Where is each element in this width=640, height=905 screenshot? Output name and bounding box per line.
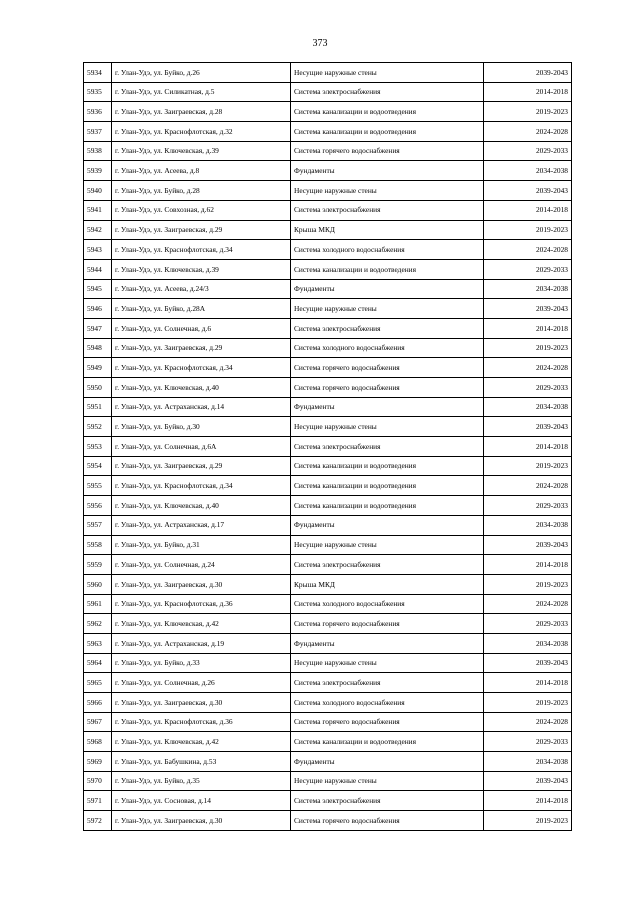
system-cell: Система электроснабжения: [291, 200, 484, 220]
address-cell: г. Улан-Удэ, ул. Краснофлотская, д.36: [112, 712, 291, 732]
system-cell: Система холодного водоснабжения: [291, 338, 484, 358]
row-number-cell: 5961: [84, 594, 112, 614]
period-cell: 2019-2023: [484, 220, 572, 240]
row-number-cell: 5949: [84, 358, 112, 378]
period-cell: 2034-2038: [484, 515, 572, 535]
period-cell: 2019-2023: [484, 338, 572, 358]
period-cell: 2014-2018: [484, 200, 572, 220]
table-row: [84, 614, 572, 634]
address-cell: г. Улан-Удэ, ул. Заиграевская, д.30: [112, 693, 291, 713]
period-cell: 2039-2043: [484, 299, 572, 319]
address-cell: г. Улан-Удэ, ул. Буйко, д.33: [112, 653, 291, 673]
system-cell: Несущие наружные стены: [291, 535, 484, 555]
row-number-cell: 5934: [84, 63, 112, 83]
table-row: [84, 693, 572, 713]
system-cell: Система электроснабжения: [291, 791, 484, 811]
system-cell: Фундаменты: [291, 752, 484, 772]
table-row: [84, 181, 572, 201]
row-number-cell: 5962: [84, 614, 112, 634]
address-cell: г. Улан-Удэ, ул. Буйко, д.35: [112, 771, 291, 791]
system-cell: Система горячего водоснабжения: [291, 614, 484, 634]
row-number-cell: 5967: [84, 712, 112, 732]
system-cell: Система холодного водоснабжения: [291, 594, 484, 614]
address-cell: г. Улан-Удэ, ул. Совхозная, д.62: [112, 200, 291, 220]
period-cell: 2039-2043: [484, 181, 572, 201]
system-cell: Система холодного водоснабжения: [291, 693, 484, 713]
period-cell: 2034-2038: [484, 161, 572, 181]
row-number-cell: 5953: [84, 437, 112, 457]
system-cell: Система канализации и водоотведения: [291, 732, 484, 752]
table-row: [84, 82, 572, 102]
period-cell: 2019-2023: [484, 693, 572, 713]
period-cell: 2029-2033: [484, 732, 572, 752]
system-cell: Система электроснабжения: [291, 555, 484, 575]
row-number-cell: 5957: [84, 515, 112, 535]
address-cell: г. Улан-Удэ, ул. Заиграевская, д.29: [112, 338, 291, 358]
address-cell: г. Улан-Удэ, ул. Ключевская, д.40: [112, 378, 291, 398]
address-cell: г. Улан-Удэ, ул. Заиграевская, д.30: [112, 574, 291, 594]
table-row: [84, 555, 572, 575]
system-cell: Система электроснабжения: [291, 318, 484, 338]
system-cell: Несущие наружные стены: [291, 653, 484, 673]
period-cell: 2024-2028: [484, 122, 572, 142]
row-number-cell: 5942: [84, 220, 112, 240]
address-cell: г. Улан-Удэ, ул. Солнечная, д.24: [112, 555, 291, 575]
row-number-cell: 5944: [84, 259, 112, 279]
table-row: [84, 358, 572, 378]
row-number-cell: 5938: [84, 141, 112, 161]
table-row: [84, 811, 572, 831]
table-row: [84, 161, 572, 181]
table-row: [84, 535, 572, 555]
table-row: [84, 141, 572, 161]
system-cell: Фундаменты: [291, 161, 484, 181]
table-row: [84, 279, 572, 299]
system-cell: Система электроснабжения: [291, 437, 484, 457]
row-number-cell: 5972: [84, 811, 112, 831]
address-cell: г. Улан-Удэ, ул. Асеева, д.8: [112, 161, 291, 181]
row-number-cell: 5950: [84, 378, 112, 398]
period-cell: 2024-2028: [484, 712, 572, 732]
table-row: [84, 476, 572, 496]
system-cell: Несущие наружные стены: [291, 181, 484, 201]
address-cell: г. Улан-Удэ, ул. Заиграевская, д.29: [112, 456, 291, 476]
period-cell: 2034-2038: [484, 397, 572, 417]
address-cell: г. Улан-Удэ, ул. Солнечная, д.6: [112, 318, 291, 338]
address-cell: г. Улан-Удэ, ул. Силикатная, д.5: [112, 82, 291, 102]
row-number-cell: 5970: [84, 771, 112, 791]
address-cell: г. Улан-Удэ, ул. Краснофлотская, д.34: [112, 358, 291, 378]
row-number-cell: 5948: [84, 338, 112, 358]
system-cell: Фундаменты: [291, 397, 484, 417]
system-cell: Система канализации и водоотведения: [291, 496, 484, 516]
period-cell: 2024-2028: [484, 594, 572, 614]
table-row: [84, 220, 572, 240]
address-cell: г. Улан-Удэ, ул. Ключевская, д.42: [112, 732, 291, 752]
system-cell: Система горячего водоснабжения: [291, 141, 484, 161]
system-cell: Система канализации и водоотведения: [291, 476, 484, 496]
address-cell: г. Улан-Удэ, ул. Краснофлотская, д.34: [112, 240, 291, 260]
table-row: [84, 653, 572, 673]
row-number-cell: 5936: [84, 102, 112, 122]
row-number-cell: 5945: [84, 279, 112, 299]
row-number-cell: 5963: [84, 633, 112, 653]
row-number-cell: 5935: [84, 82, 112, 102]
table-row: [84, 594, 572, 614]
period-cell: 2024-2028: [484, 240, 572, 260]
system-cell: Система горячего водоснабжения: [291, 378, 484, 398]
period-cell: 2014-2018: [484, 437, 572, 457]
address-cell: г. Улан-Удэ, ул. Бабушкина, д.53: [112, 752, 291, 772]
period-cell: 2014-2018: [484, 673, 572, 693]
system-cell: Система горячего водоснабжения: [291, 712, 484, 732]
table-row: [84, 318, 572, 338]
table-row: [84, 299, 572, 319]
table-row: [84, 791, 572, 811]
period-cell: 2029-2033: [484, 378, 572, 398]
row-number-cell: 5956: [84, 496, 112, 516]
table-row: [84, 122, 572, 142]
address-cell: г. Улан-Удэ, ул. Заиграевская, д.30: [112, 811, 291, 831]
period-cell: 2019-2023: [484, 456, 572, 476]
address-cell: г. Улан-Удэ, ул. Буйко, д.31: [112, 535, 291, 555]
address-cell: г. Улан-Удэ, ул. Заиграевская, д.28: [112, 102, 291, 122]
table-row: [84, 732, 572, 752]
address-cell: г. Улан-Удэ, ул. Солнечная, д.6А: [112, 437, 291, 457]
address-cell: г. Улан-Удэ, ул. Краснофлотская, д.36: [112, 594, 291, 614]
table-row: [84, 200, 572, 220]
table-row: [84, 752, 572, 772]
row-number-cell: 5955: [84, 476, 112, 496]
address-cell: г. Улан-Удэ, ул. Солнечная, д.26: [112, 673, 291, 693]
period-cell: 2014-2018: [484, 82, 572, 102]
row-number-cell: 5966: [84, 693, 112, 713]
system-cell: Несущие наружные стены: [291, 299, 484, 319]
period-cell: 2039-2043: [484, 535, 572, 555]
page-number: 373: [312, 38, 328, 49]
row-number-cell: 5968: [84, 732, 112, 752]
address-cell: г. Улан-Удэ, ул. Асеева, д.24/3: [112, 279, 291, 299]
period-cell: 2024-2028: [484, 358, 572, 378]
registry-table: [83, 62, 572, 831]
row-number-cell: 5941: [84, 200, 112, 220]
address-cell: г. Улан-Удэ, ул. Астраханская, д.17: [112, 515, 291, 535]
table-row: [84, 456, 572, 476]
table-row: [84, 417, 572, 437]
period-cell: 2029-2033: [484, 141, 572, 161]
period-cell: 2039-2043: [484, 653, 572, 673]
period-cell: 2034-2038: [484, 279, 572, 299]
address-cell: г. Улан-Удэ, ул. Буйко, д.28: [112, 181, 291, 201]
table-body: [84, 63, 572, 831]
table-row: [84, 771, 572, 791]
row-number-cell: 5946: [84, 299, 112, 319]
table-row: [84, 378, 572, 398]
row-number-cell: 5969: [84, 752, 112, 772]
address-cell: г. Улан-Удэ, ул. Краснофлотская, д.34: [112, 476, 291, 496]
address-cell: г. Улан-Удэ, ул. Буйко, д.26: [112, 63, 291, 83]
row-number-cell: 5939: [84, 161, 112, 181]
system-cell: Система канализации и водоотведения: [291, 259, 484, 279]
row-number-cell: 5965: [84, 673, 112, 693]
system-cell: Крыша МКД: [291, 574, 484, 594]
period-cell: 2029-2033: [484, 496, 572, 516]
row-number-cell: 5960: [84, 574, 112, 594]
system-cell: Несущие наружные стены: [291, 63, 484, 83]
table-row: [84, 102, 572, 122]
table-row: [84, 712, 572, 732]
row-number-cell: 5959: [84, 555, 112, 575]
system-cell: Система холодного водоснабжения: [291, 240, 484, 260]
period-cell: 2019-2023: [484, 102, 572, 122]
table-row: [84, 397, 572, 417]
system-cell: Фундаменты: [291, 633, 484, 653]
period-cell: 2014-2018: [484, 555, 572, 575]
system-cell: Несущие наружные стены: [291, 417, 484, 437]
system-cell: Система канализации и водоотведения: [291, 456, 484, 476]
table-row: [84, 496, 572, 516]
period-cell: 2034-2038: [484, 633, 572, 653]
row-number-cell: 5964: [84, 653, 112, 673]
row-number-cell: 5943: [84, 240, 112, 260]
row-number-cell: 5940: [84, 181, 112, 201]
system-cell: Система электроснабжения: [291, 82, 484, 102]
row-number-cell: 5954: [84, 456, 112, 476]
table-row: [84, 240, 572, 260]
table-row: [84, 437, 572, 457]
period-cell: 2039-2043: [484, 771, 572, 791]
address-cell: г. Улан-Удэ, ул. Краснофлотская, д.32: [112, 122, 291, 142]
table-row: [84, 338, 572, 358]
address-cell: г. Улан-Удэ, ул. Ключевская, д.39: [112, 259, 291, 279]
period-cell: 2039-2043: [484, 63, 572, 83]
period-cell: 2019-2023: [484, 811, 572, 831]
address-cell: г. Улан-Удэ, ул. Буйко, д.28А: [112, 299, 291, 319]
period-cell: 2029-2033: [484, 259, 572, 279]
row-number-cell: 5947: [84, 318, 112, 338]
system-cell: Крыша МКД: [291, 220, 484, 240]
system-cell: Фундаменты: [291, 279, 484, 299]
address-cell: г. Улан-Удэ, ул. Сосновая, д.14: [112, 791, 291, 811]
row-number-cell: 5937: [84, 122, 112, 142]
system-cell: Система канализации и водоотведения: [291, 122, 484, 142]
table-row: [84, 574, 572, 594]
table-row: [84, 259, 572, 279]
address-cell: г. Улан-Удэ, ул. Заиграевская, д.29: [112, 220, 291, 240]
row-number-cell: 5958: [84, 535, 112, 555]
address-cell: г. Улан-Удэ, ул. Астраханская, д.19: [112, 633, 291, 653]
address-cell: г. Улан-Удэ, ул. Буйко, д.30: [112, 417, 291, 437]
address-cell: г. Улан-Удэ, ул. Ключевская, д.40: [112, 496, 291, 516]
row-number-cell: 5951: [84, 397, 112, 417]
address-cell: г. Улан-Удэ, ул. Ключевская, д.42: [112, 614, 291, 634]
row-number-cell: 5971: [84, 791, 112, 811]
period-cell: 2014-2018: [484, 791, 572, 811]
address-cell: г. Улан-Удэ, ул. Ключевская, д.39: [112, 141, 291, 161]
table-row: [84, 633, 572, 653]
system-cell: Фундаменты: [291, 515, 484, 535]
period-cell: 2029-2033: [484, 614, 572, 634]
period-cell: 2039-2043: [484, 417, 572, 437]
system-cell: Система горячего водоснабжения: [291, 811, 484, 831]
period-cell: 2014-2018: [484, 318, 572, 338]
address-cell: г. Улан-Удэ, ул. Астраханская, д.14: [112, 397, 291, 417]
system-cell: Система горячего водоснабжения: [291, 358, 484, 378]
period-cell: 2034-2038: [484, 752, 572, 772]
system-cell: Система электроснабжения: [291, 673, 484, 693]
system-cell: Система канализации и водоотведения: [291, 102, 484, 122]
row-number-cell: 5952: [84, 417, 112, 437]
period-cell: 2019-2023: [484, 574, 572, 594]
system-cell: Несущие наружные стены: [291, 771, 484, 791]
table-row: [84, 63, 572, 83]
table-row: [84, 515, 572, 535]
table-row: [84, 673, 572, 693]
period-cell: 2024-2028: [484, 476, 572, 496]
